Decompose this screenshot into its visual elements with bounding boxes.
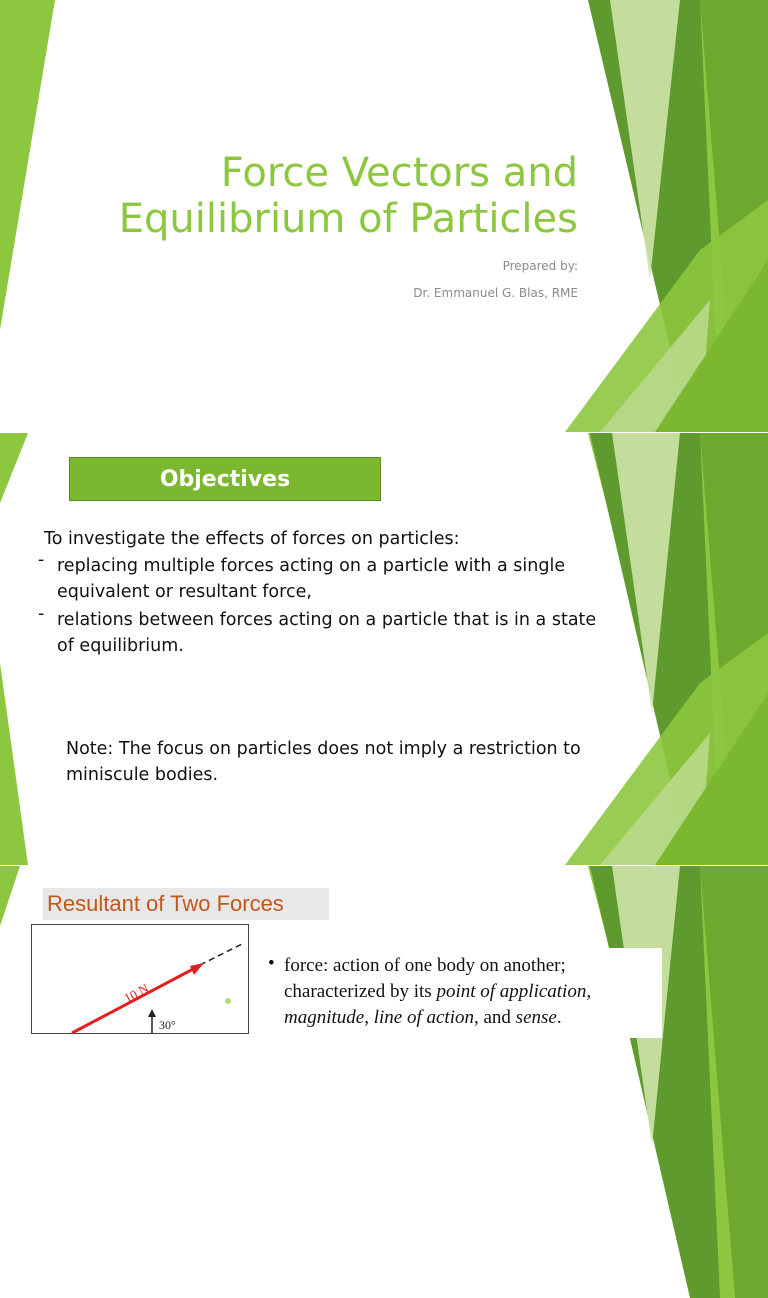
- sense-term: sense: [515, 1007, 557, 1028]
- text-span: ,: [586, 981, 592, 1002]
- bullet-1-line-1: replacing multiple forces acting on a particle with a single: [57, 556, 566, 576]
- prepared-by-label: Prepared by:: [502, 259, 578, 273]
- note-line-1: Note: The focus on particles does not imply a restriction to: [66, 739, 581, 759]
- slide-title: [78, 150, 578, 242]
- resultant-slide: [0, 866, 768, 1032]
- force-label: 10 N: [121, 980, 152, 1006]
- bullet-dash: -: [38, 550, 45, 570]
- objectives-intro: To investigate the effects of forces on particles:: [44, 529, 460, 549]
- force-arrow-diagram: [32, 925, 248, 1033]
- note-line-2: miniscule bodies.: [66, 765, 219, 785]
- objectives-slide: [0, 433, 768, 865]
- bullet-2-line-1: relations between forces acting on a particle that is in a state: [57, 610, 597, 630]
- definition-line-3: [284, 1004, 562, 1031]
- definition-line-1: force: action of one body on another;: [284, 955, 566, 976]
- text-span: ,: [364, 1007, 374, 1028]
- bullet-item-2: [38, 604, 678, 659]
- title-slide: [0, 0, 768, 432]
- bullet-2-line-2: of equilibrium.: [57, 636, 184, 656]
- objectives-heading: Objectives: [69, 457, 381, 501]
- author-name: Dr. Emmanuel G. Blas, RME: [413, 286, 578, 300]
- bullet-dot: •: [268, 953, 275, 974]
- force-definition: [262, 948, 662, 1038]
- bullet-dash: -: [38, 604, 45, 624]
- text-span: characterized by its: [284, 981, 437, 1002]
- resultant-title: Resultant of Two Forces: [43, 888, 329, 920]
- force-diagram: [31, 924, 249, 1034]
- magnitude-term: magnitude: [284, 1007, 365, 1028]
- definition-line-2: [284, 978, 591, 1005]
- bullet-item-1: [38, 550, 678, 605]
- text-span: .: [556, 1007, 562, 1028]
- title-line-1: Force Vectors and: [220, 150, 578, 196]
- text-span: , and: [473, 1007, 516, 1028]
- arrow-head-icon: [190, 963, 204, 975]
- bullet-1-line-2: equivalent or resultant force,: [57, 582, 312, 602]
- angle-label: 30°: [159, 1018, 176, 1032]
- point-of-application-term: point of application: [436, 981, 587, 1002]
- line-of-action-term: line of action: [373, 1007, 474, 1028]
- title-line-2: Equilibrium of Particles: [118, 196, 578, 242]
